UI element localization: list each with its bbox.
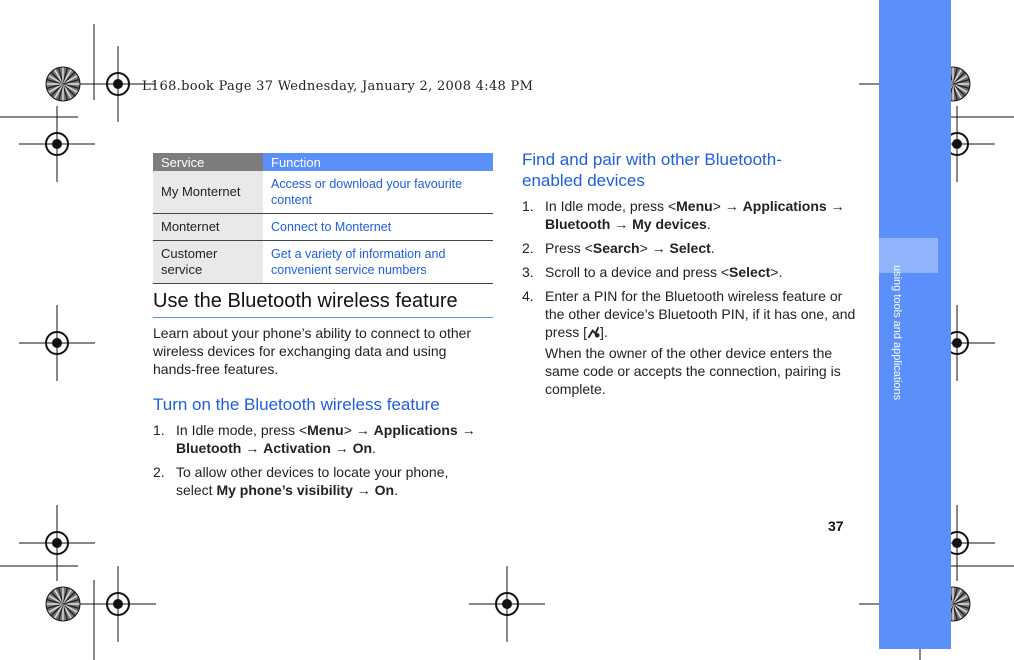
column-header-function: Function: [263, 153, 493, 171]
confirm-key-icon: [587, 326, 600, 339]
arrow: →: [610, 216, 633, 232]
arrow: →: [352, 482, 375, 498]
service-cell: Monternet: [153, 214, 263, 241]
pair-step-2: [522, 239, 867, 257]
step-text: [545, 263, 867, 281]
subsection-title-turn-on: Turn on the Bluetooth wireless feature: [153, 395, 440, 414]
search-key-label: Search: [592, 240, 640, 256]
registration-dot: [502, 599, 512, 609]
print-header: L168.book Page 37 Wednesday, January 2, 2008 4:48 PM: [142, 79, 534, 94]
select-label: Select: [669, 240, 711, 256]
registration-dot: [952, 538, 962, 548]
registration-dot: [952, 338, 962, 348]
applications-label: Applications: [373, 422, 458, 438]
step-text-part: In Idle mode, press <: [176, 422, 308, 438]
step-text-end: .: [706, 216, 711, 232]
my-devices-label: My devices: [632, 216, 707, 232]
step-number: 2.: [522, 240, 534, 256]
turn-on-step-2: [153, 463, 493, 501]
step-text-end: .: [710, 240, 715, 256]
chapter-tab: [879, 238, 938, 273]
step-text-part: > →: [712, 198, 743, 214]
step-note: When the owner of the other device enters the same code or accepts the connection, pairing is complete.: [545, 345, 841, 397]
step-text-end: .: [372, 440, 376, 456]
table-row: [153, 171, 493, 214]
service-cell: My Monternet: [153, 171, 263, 214]
column-header-service: Service: [153, 153, 263, 171]
activation-label: Activation: [263, 440, 331, 456]
registration-dot: [52, 538, 62, 548]
arrow: →: [241, 440, 264, 456]
step-text-end: >.: [770, 264, 783, 280]
step-text-part: To allow other devices to locate your phone, select: [176, 464, 449, 498]
step-text: [176, 421, 493, 457]
subsection-title-pair: Find and pair with other Bluetooth-enabled devices: [522, 150, 782, 190]
step-number: 2.: [153, 464, 165, 480]
step-text: [545, 239, 867, 257]
step-number: 4.: [522, 288, 534, 304]
arrow: →: [457, 422, 476, 438]
table-row: [153, 214, 493, 241]
function-cell: Access or download your favourite content: [263, 171, 493, 214]
step-number: 1.: [153, 422, 165, 438]
service-table: [153, 153, 493, 284]
turn-on-step-1: [153, 421, 493, 459]
step-number: 3.: [522, 264, 534, 280]
step-text-part: In Idle mode, press <: [545, 198, 677, 214]
step-text-end: .: [394, 482, 398, 498]
step-text-part: Enter a PIN for the Bluetooth wireless feature or the other device’s Bluetooth PIN, if it has one, and press [: [545, 288, 856, 340]
service-cell: Customer service: [153, 241, 263, 284]
registration-dot: [113, 79, 123, 89]
on-label: On: [374, 482, 395, 498]
arrow: →: [826, 198, 845, 214]
on-label: On: [352, 440, 373, 456]
arrow: →: [330, 440, 353, 456]
step-text-part: Scroll to a device and press <: [545, 264, 730, 280]
registration-dot: [52, 139, 62, 149]
step-number: 1.: [522, 198, 534, 214]
step-text: [545, 287, 861, 398]
select-key-label: Select: [729, 264, 771, 280]
pair-step-4: [522, 287, 867, 399]
chapter-label: using tools and applications: [891, 265, 903, 401]
table-row: [153, 241, 493, 284]
bluetooth-label: Bluetooth: [176, 440, 242, 456]
bluetooth-label: Bluetooth: [545, 216, 611, 232]
page-number: 37: [828, 518, 844, 534]
step-text: [545, 197, 867, 233]
menu-key-label: Menu: [307, 422, 344, 438]
registration-dot: [52, 338, 62, 348]
step-text-part: > →: [343, 422, 374, 438]
visibility-label: My phone’s visibility: [216, 482, 353, 498]
step-text: [176, 463, 476, 499]
applications-label: Applications: [742, 198, 827, 214]
registration-dot: [113, 599, 123, 609]
pair-step-1: [522, 197, 867, 235]
menu-key-label: Menu: [676, 198, 713, 214]
pair-step-3: [522, 263, 867, 281]
section-intro: Learn about your phone’s ability to connect to other wireless devices for exchanging data and using hands-free features.: [153, 325, 472, 377]
table-header-row: [153, 153, 493, 171]
function-cell: Get a variety of information and convenient service numbers: [263, 241, 493, 284]
function-cell: Connect to Monternet: [263, 214, 493, 241]
step-text-part: > →: [639, 240, 670, 256]
step-text-part: Press <: [545, 240, 593, 256]
section-title-bluetooth: Use the Bluetooth wireless feature: [153, 290, 493, 318]
step-text-end: ].: [600, 324, 608, 340]
registration-dot: [952, 139, 962, 149]
